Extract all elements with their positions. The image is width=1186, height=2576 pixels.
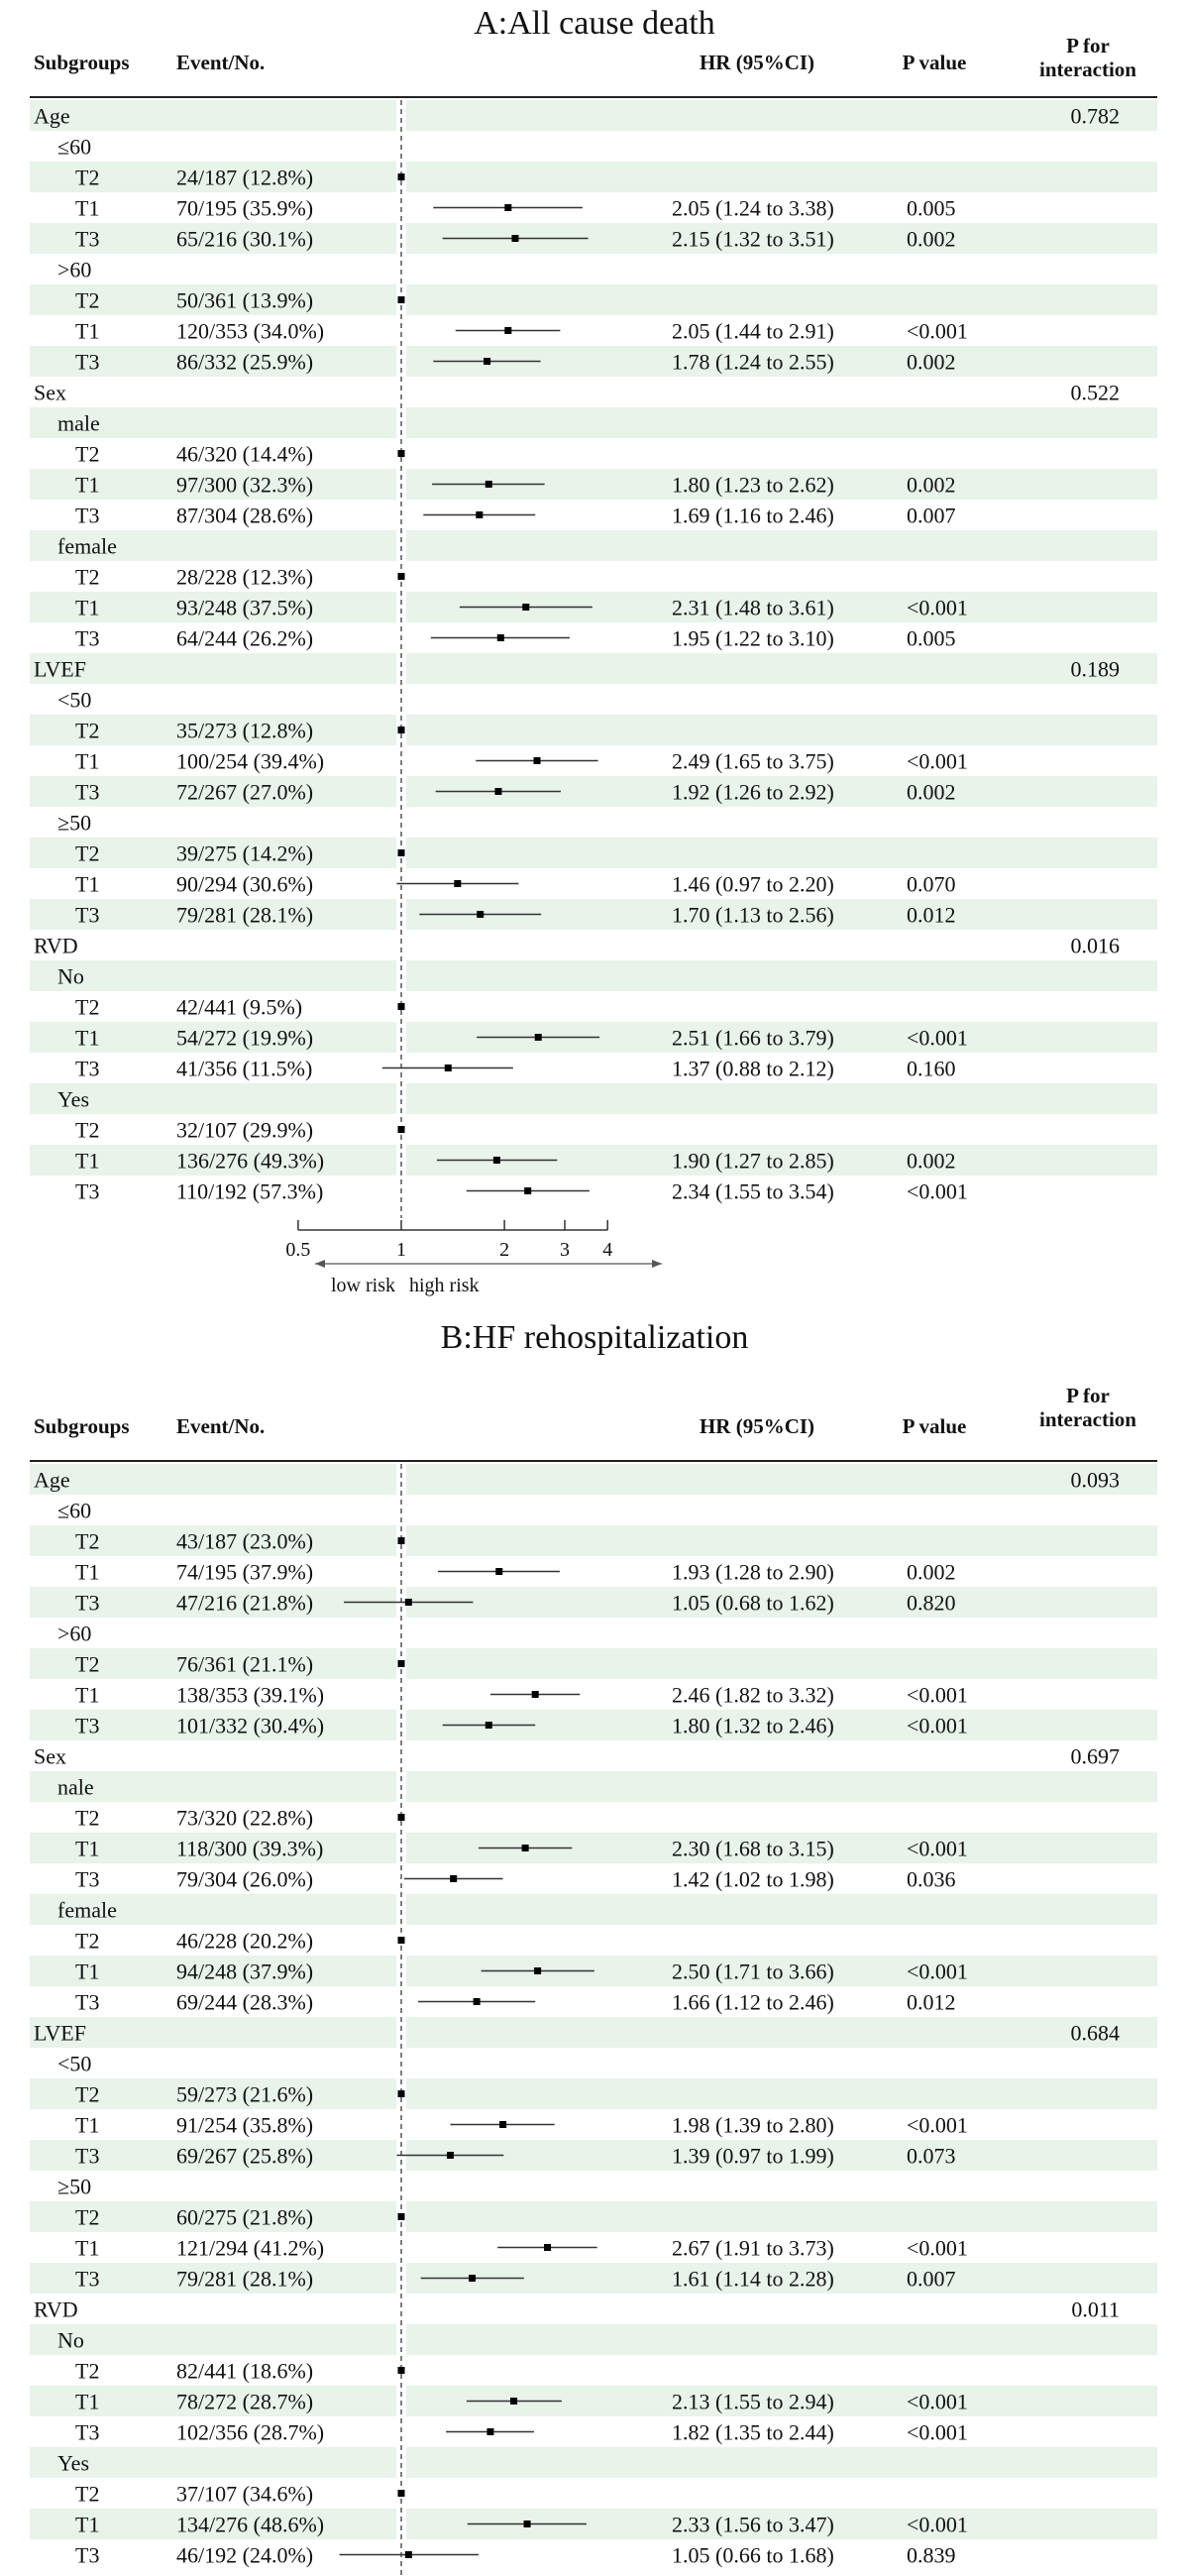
p-value: <0.001: [907, 1682, 968, 1708]
events-value: 39/275 (14.2%): [176, 840, 314, 866]
hr-ci-value: 2.05 (1.24 to 3.38): [672, 195, 834, 221]
tertile-label: T2: [75, 1805, 100, 1831]
group-label: LVEF: [34, 656, 86, 682]
x-tick-label: 3: [560, 1239, 571, 1261]
row-stripe-right: [406, 960, 1157, 991]
p-value: <0.001: [907, 748, 968, 774]
events-value: 87/304 (28.6%): [176, 503, 314, 528]
p-value: <0.001: [907, 1836, 968, 1861]
hr-ci-value: 2.13 (1.55 to 2.94): [672, 2389, 834, 2414]
hr-point: [495, 1568, 502, 1575]
row-stripe-left: [30, 960, 396, 991]
events-value: 69/267 (25.8%): [176, 2143, 314, 2169]
hr-point: [398, 2367, 405, 2374]
hr-point: [486, 2428, 493, 2435]
group-label: Age: [34, 103, 70, 129]
events-value: 78/272 (28.7%): [176, 2389, 314, 2414]
events-value: 24/187 (12.8%): [176, 165, 314, 190]
events-value: 70/195 (35.9%): [176, 195, 314, 221]
subgroup-label: No: [57, 2327, 84, 2353]
hr-point: [398, 849, 405, 856]
events-value: 82/441 (18.6%): [176, 2358, 314, 2384]
hr-ci-value: 1.78 (1.24 to 2.55): [672, 349, 834, 375]
events-value: 110/192 (57.3%): [176, 1178, 324, 1204]
events-value: 32/107 (29.9%): [176, 1117, 314, 1143]
events-value: 134/276 (48.6%): [176, 2512, 325, 2537]
hr-ci-value: 1.93 (1.28 to 2.90): [672, 1559, 834, 1585]
tertile-label: T1: [75, 595, 100, 620]
hr-point: [544, 2244, 551, 2251]
hr-ci-value: 1.05 (0.66 to 1.68): [672, 2542, 834, 2568]
hr-ci-value: 1.37 (0.88 to 2.12): [672, 1056, 834, 1081]
tertile-label: T3: [75, 779, 100, 805]
events-value: 72/267 (27.0%): [176, 779, 314, 805]
p-value: 0.002: [907, 1148, 956, 1174]
subgroup-label: <50: [57, 687, 92, 713]
row-stripe-right: [406, 1648, 1157, 1679]
hr-ci-value: 1.92 (1.26 to 2.92): [672, 779, 834, 805]
x-tick-label: 4: [602, 1239, 613, 1261]
hr-point: [524, 2520, 531, 2527]
hr-point: [504, 204, 511, 211]
p-interaction-value: 0.093: [1070, 1467, 1120, 1493]
events-value: 59/273 (21.6%): [176, 2081, 314, 2107]
hr-point: [398, 573, 405, 580]
hr-ci-value: 1.82 (1.35 to 2.44): [672, 2419, 834, 2445]
row-stripe-left: [30, 1464, 396, 1495]
hr-ci-value: 2.30 (1.68 to 3.15): [672, 1836, 834, 1861]
header-events: Event/No.: [176, 1414, 266, 1438]
events-value: 46/320 (14.4%): [176, 441, 314, 467]
events-value: 93/248 (37.5%): [176, 595, 314, 620]
arrow-right-icon: [652, 1260, 662, 1268]
events-value: 90/294 (30.6%): [176, 871, 314, 897]
tertile-label: T2: [75, 994, 100, 1020]
events-value: 43/187 (23.0%): [176, 1528, 314, 1554]
hr-point: [398, 296, 405, 303]
events-value: 86/332 (25.9%): [176, 349, 314, 375]
tertile-label: T3: [75, 1056, 100, 1081]
tertile-label: T3: [75, 625, 100, 651]
subgroup-label: ≤60: [57, 134, 92, 160]
hr-point: [532, 1691, 539, 1698]
tertile-label: T1: [75, 1148, 100, 1174]
events-value: 102/356 (28.7%): [176, 2419, 325, 2445]
x-tick-label: 1: [396, 1239, 406, 1261]
hr-ci-value: 1.90 (1.27 to 2.85): [672, 1148, 834, 1174]
events-value: 65/216 (30.1%): [176, 226, 314, 252]
p-interaction-value: 0.016: [1070, 933, 1120, 958]
tertile-label: T3: [75, 1866, 100, 1892]
header-pvalue: P value: [902, 51, 967, 74]
p-value: 0.005: [907, 625, 956, 651]
tertile-label: T2: [75, 2204, 100, 2230]
row-stripe-right: [406, 2447, 1157, 2478]
tertile-label: T2: [75, 1528, 100, 1554]
row-stripe-right: [406, 2078, 1157, 2109]
tertile-label: T2: [75, 1117, 100, 1143]
hr-point: [504, 327, 511, 334]
subgroup-label: nale: [57, 1774, 94, 1800]
p-value: <0.001: [907, 1713, 968, 1738]
tertile-label: T1: [75, 2112, 100, 2138]
tertile-label: T3: [75, 2542, 100, 2568]
hr-point: [485, 481, 492, 488]
hr-point: [510, 2398, 517, 2405]
header-p-interaction: P for interaction: [1039, 1384, 1136, 1431]
hr-point: [499, 2121, 506, 2128]
events-value: 69/244 (28.3%): [176, 1989, 314, 2015]
subgroup-label: female: [57, 533, 117, 559]
p-value: <0.001: [907, 2389, 968, 2414]
hr-ci-value: 2.51 (1.66 to 3.79): [672, 1025, 834, 1051]
tertile-label: T3: [75, 2419, 100, 2445]
hr-ci-value: 1.61 (1.14 to 2.28): [672, 2266, 834, 2292]
tertile-label: T3: [75, 349, 100, 375]
events-value: 79/304 (26.0%): [176, 1866, 314, 1892]
hr-point: [497, 634, 504, 641]
row-stripe-right: [406, 2017, 1157, 2048]
hr-point: [405, 2551, 412, 2558]
tertile-label: T2: [75, 2358, 100, 2384]
events-value: 28/228 (12.3%): [176, 564, 314, 590]
row-stripe-right: [406, 715, 1157, 745]
header-subgroups: Subgroups: [34, 1414, 130, 1438]
row-stripe-right: [406, 1771, 1157, 1802]
events-value: 47/216 (21.8%): [176, 1590, 314, 1616]
hr-ci-value: 1.39 (0.97 to 1.99): [672, 2143, 834, 2169]
forest-panel-b: [30, 1319, 1157, 2576]
tertile-label: T2: [75, 2081, 100, 2107]
hr-point: [535, 1034, 542, 1041]
header-hr: HR (95%CI): [699, 1414, 815, 1438]
hr-ci-value: 2.50 (1.71 to 3.66): [672, 1959, 834, 1984]
hr-point: [445, 1064, 452, 1071]
hr-point: [522, 604, 529, 611]
p-value: <0.001: [907, 318, 968, 344]
hr-point: [476, 511, 483, 518]
x-tick-label: 0.5: [285, 1239, 311, 1261]
p-value: <0.001: [907, 1959, 968, 1984]
hr-ci-value: 2.15 (1.32 to 3.51): [672, 226, 834, 252]
hr-point: [398, 1537, 405, 1544]
hr-ci-value: 1.98 (1.39 to 2.80): [672, 2112, 834, 2138]
tertile-label: T2: [75, 287, 100, 313]
hr-ci-value: 1.42 (1.02 to 1.98): [672, 1866, 834, 1892]
hr-ci-value: 2.49 (1.65 to 3.75): [672, 748, 834, 774]
header-pvalue: P value: [902, 1414, 967, 1438]
events-value: 73/320 (22.8%): [176, 1805, 314, 1831]
hr-ci-value: 1.69 (1.16 to 2.46): [672, 503, 834, 528]
row-stripe-left: [30, 2324, 396, 2355]
hr-point: [398, 1937, 405, 1944]
p-interaction-value: 0.522: [1070, 380, 1120, 405]
p-interaction-value: 0.011: [1071, 2296, 1120, 2322]
hr-ci-value: 1.80 (1.32 to 2.46): [672, 1713, 834, 1738]
events-value: 42/441 (9.5%): [176, 994, 303, 1020]
tertile-label: T3: [75, 2143, 100, 2169]
p-interaction-value: 0.684: [1070, 2020, 1120, 2046]
group-label: Age: [34, 1467, 70, 1493]
arrow-left-icon: [315, 1260, 325, 1268]
group-label: RVD: [34, 933, 78, 958]
p-value: 0.005: [907, 195, 956, 221]
row-stripe-right: [406, 407, 1157, 438]
group-label: Sex: [34, 1743, 66, 1769]
events-value: 41/356 (11.5%): [176, 1056, 313, 1081]
events-value: 35/273 (12.8%): [176, 718, 314, 743]
p-value: <0.001: [907, 2235, 968, 2261]
tertile-label: T3: [75, 1590, 100, 1616]
tertile-label: T2: [75, 564, 100, 590]
tertile-label: T1: [75, 1559, 100, 1585]
tertile-label: T1: [75, 871, 100, 897]
row-stripe-right: [406, 838, 1157, 868]
hr-ci-value: 1.66 (1.12 to 2.46): [672, 1989, 834, 2015]
p-value: 0.073: [907, 2143, 956, 2169]
tertile-label: T2: [75, 1928, 100, 1954]
hr-point: [398, 2090, 405, 2097]
tertile-label: T3: [75, 1713, 100, 1738]
hr-point: [485, 1722, 492, 1729]
p-value: <0.001: [907, 595, 968, 620]
tertile-label: T1: [75, 195, 100, 221]
hr-ci-value: 2.67 (1.91 to 3.73): [672, 2235, 834, 2261]
subgroup-label: female: [57, 1897, 117, 1923]
header-p-interaction: P for interaction: [1039, 34, 1136, 81]
events-value: 120/353 (34.0%): [176, 318, 325, 344]
p-interaction-value: 0.697: [1070, 1743, 1120, 1769]
panel-title: A:All cause death: [474, 5, 715, 42]
events-value: 64/244 (26.2%): [176, 625, 314, 651]
hr-point: [522, 1845, 529, 1851]
p-value: 0.036: [907, 1866, 956, 1892]
tertile-label: T3: [75, 1989, 100, 2015]
subgroup-label: Yes: [57, 1086, 90, 1112]
hr-ci-value: 1.46 (0.97 to 2.20): [672, 871, 834, 897]
row-stripe-right: [406, 100, 1157, 131]
p-value: 0.070: [907, 871, 956, 897]
hr-ci-value: 2.46 (1.82 to 3.32): [672, 1682, 834, 1708]
hr-point: [398, 1814, 405, 1821]
tertile-label: T1: [75, 472, 100, 498]
hr-point: [398, 727, 405, 733]
row-stripe-right: [406, 284, 1157, 315]
events-value: 37/107 (34.6%): [176, 2481, 314, 2507]
p-value: <0.001: [907, 1025, 968, 1051]
tertile-label: T1: [75, 2512, 100, 2537]
hr-ci-value: 1.70 (1.13 to 2.56): [672, 902, 834, 928]
hr-ci-value: 1.80 (1.23 to 2.62): [672, 472, 834, 498]
subgroup-label: ≥50: [57, 2174, 92, 2199]
x-tick-label: 2: [499, 1239, 510, 1261]
p-value: 0.002: [907, 349, 956, 375]
tertile-label: T3: [75, 1178, 100, 1204]
events-value: 138/353 (39.1%): [176, 1682, 325, 1708]
p-value: <0.001: [907, 2419, 968, 2445]
hr-point: [398, 1126, 405, 1133]
hr-ci-value: 1.95 (1.22 to 3.10): [672, 625, 834, 651]
p-value: 0.160: [907, 1056, 956, 1081]
row-stripe-right: [406, 530, 1157, 561]
row-stripe-right: [406, 2201, 1157, 2232]
hr-point: [469, 2275, 476, 2282]
tertile-label: T2: [75, 718, 100, 743]
hr-point: [484, 358, 490, 365]
tertile-label: T1: [75, 2235, 100, 2261]
events-value: 94/248 (37.9%): [176, 1959, 314, 1984]
subgroup-label: >60: [57, 1621, 92, 1646]
tertile-label: T2: [75, 165, 100, 190]
tertile-label: T1: [75, 1959, 100, 1984]
p-value: 0.012: [907, 1989, 956, 2015]
p-value: 0.007: [907, 503, 956, 528]
events-value: 97/300 (32.3%): [176, 472, 314, 498]
events-value: 79/281 (28.1%): [176, 902, 314, 928]
row-stripe-right: [406, 653, 1157, 684]
row-stripe-right: [406, 1464, 1157, 1495]
tertile-label: T3: [75, 902, 100, 928]
hr-point: [398, 173, 405, 180]
subgroup-label: No: [57, 963, 84, 989]
p-value: 0.007: [907, 2266, 956, 2292]
hr-ci-value: 2.05 (1.44 to 2.91): [672, 318, 834, 344]
hr-point: [474, 1998, 481, 2005]
group-label: LVEF: [34, 2020, 86, 2046]
events-value: 136/276 (49.3%): [176, 1148, 325, 1174]
subgroup-label: male: [57, 410, 100, 436]
hr-ci-value: 1.05 (0.68 to 1.62): [672, 1590, 834, 1616]
p-value: 0.002: [907, 1559, 956, 1585]
hr-point: [398, 450, 405, 457]
hr-point: [494, 788, 501, 795]
tertile-label: T1: [75, 1025, 100, 1051]
events-value: 46/228 (20.2%): [176, 1928, 314, 1954]
row-stripe-left: [30, 100, 396, 131]
events-value: 46/192 (24.0%): [176, 2542, 314, 2568]
events-value: 91/254 (35.8%): [176, 2112, 314, 2138]
hr-ci-value: 2.33 (1.56 to 3.47): [672, 2512, 834, 2537]
hr-ci-value: 2.31 (1.48 to 3.61): [672, 595, 834, 620]
direction-label-low: low risk: [331, 1275, 395, 1296]
events-value: 79/281 (28.1%): [176, 2266, 314, 2292]
events-value: 50/361 (13.9%): [176, 287, 314, 313]
p-interaction-value: 0.189: [1070, 656, 1120, 682]
events-value: 54/272 (19.9%): [176, 1025, 314, 1051]
subgroup-label: ≥50: [57, 810, 92, 836]
row-stripe-right: [406, 1083, 1157, 1114]
p-value: <0.001: [907, 2512, 968, 2537]
events-value: 118/300 (39.3%): [176, 1836, 324, 1861]
subgroup-label: <50: [57, 2051, 92, 2076]
header-hr: HR (95%CI): [699, 51, 815, 74]
tertile-label: T3: [75, 2266, 100, 2292]
group-label: RVD: [34, 2296, 78, 2322]
tertile-label: T2: [75, 441, 100, 467]
tertile-label: T3: [75, 503, 100, 528]
p-interaction-value: 0.782: [1070, 103, 1120, 129]
p-value: 0.002: [907, 226, 956, 252]
p-value: 0.002: [907, 472, 956, 498]
hr-point: [454, 880, 461, 887]
p-value: 0.820: [907, 1590, 956, 1616]
subgroup-label: ≤60: [57, 1498, 92, 1523]
hr-point: [477, 911, 484, 918]
tertile-label: T1: [75, 2389, 100, 2414]
hr-point: [534, 757, 541, 764]
row-stripe-right: [406, 2324, 1157, 2355]
hr-point: [398, 2490, 405, 2497]
hr-point: [447, 2152, 454, 2159]
events-value: 76/361 (21.1%): [176, 1651, 314, 1677]
panel-title: B:HF rehospitalization: [440, 1319, 749, 1356]
hr-point: [493, 1157, 500, 1164]
p-value: 0.002: [907, 779, 956, 805]
row-stripe-right: [406, 1525, 1157, 1556]
row-stripe-right: [406, 1894, 1157, 1925]
tertile-label: T1: [75, 748, 100, 774]
row-stripe-right: [406, 162, 1157, 192]
subgroup-label: Yes: [57, 2450, 90, 2476]
hr-point: [405, 1599, 412, 1606]
tertile-label: T1: [75, 1836, 100, 1861]
hr-point: [450, 1875, 457, 1882]
header-events: Event/No.: [176, 51, 266, 74]
events-value: 101/332 (30.4%): [176, 1713, 325, 1738]
group-label: Sex: [34, 380, 66, 405]
tertile-label: T3: [75, 226, 100, 252]
events-value: 100/254 (39.4%): [176, 748, 325, 774]
hr-point: [534, 1967, 541, 1974]
p-value: <0.001: [907, 1178, 968, 1204]
direction-label-high: high risk: [409, 1275, 480, 1296]
tertile-label: T1: [75, 318, 100, 344]
tertile-label: T2: [75, 2481, 100, 2507]
p-value: <0.001: [907, 2112, 968, 2138]
events-value: 60/275 (21.8%): [176, 2204, 314, 2230]
events-value: 121/294 (41.2%): [176, 2235, 325, 2261]
tertile-label: T2: [75, 1651, 100, 1677]
hr-ci-value: 2.34 (1.55 to 3.54): [672, 1178, 834, 1204]
hr-point: [398, 1660, 405, 1667]
tertile-label: T2: [75, 840, 100, 866]
p-value: 0.839: [907, 2542, 956, 2568]
hr-point: [524, 1187, 531, 1194]
events-value: 74/195 (37.9%): [176, 1559, 314, 1585]
tertile-label: T1: [75, 1682, 100, 1708]
hr-point: [511, 235, 518, 242]
hr-point: [398, 2213, 405, 2220]
header-subgroups: Subgroups: [34, 51, 130, 74]
forest-panel-a: [30, 5, 1157, 1296]
p-value: 0.012: [907, 902, 956, 928]
hr-point: [398, 1003, 405, 1010]
subgroup-label: >60: [57, 257, 92, 282]
